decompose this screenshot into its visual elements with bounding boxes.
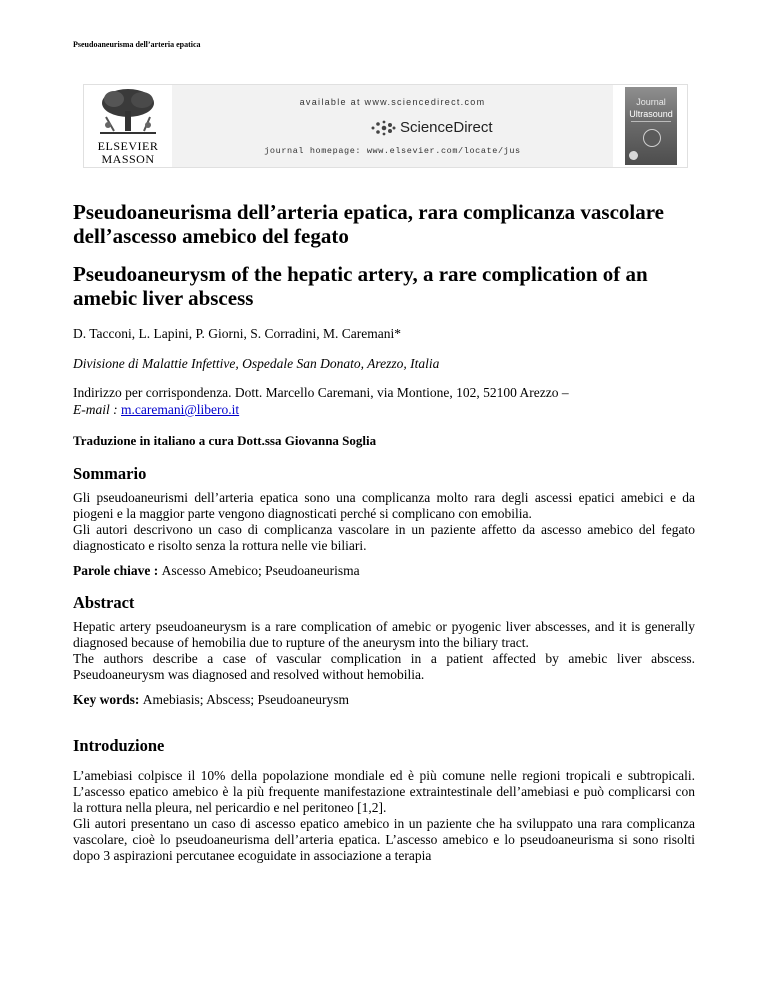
sommario-paragraph-2: Gli autori descrivono un caso di complicanza vascolare in un paziente affetto da ascesso amebico del fegato diagnosticato e risolto senza la rottura nelle vie biliari. xyxy=(73,522,695,553)
publisher-name-line1: ELSEVIER xyxy=(97,139,159,153)
author-list: D. Tacconi, L. Lapini, P. Giorni, S. Corradini, M. Caremani* xyxy=(73,326,402,341)
italian-keywords-label: Parole chiave : xyxy=(73,563,162,578)
journal-banner xyxy=(83,84,688,168)
abstract-paragraph-2: The authors describe a case of vascular complication in a patient affected by amebic liver abscess. Pseudoaneurysm was diagnosed and resolved without hemobilia. xyxy=(73,651,695,682)
introduzione-paragraph-2: Gli autori presentano un caso di ascesso epatico amebico in un paziente che ha sviluppato una rara complicanza vascolare, cioè lo pseudoaneurisma dell’arteria epatica. L’ascesso amebico e lo pseudoaneurisma si sono risolti dopo 3 aspirazioni percutanee ecoguidate in associazione a terapia xyxy=(73,816,695,863)
sciencedirect-label: ScienceDirect xyxy=(400,119,493,136)
cover-divider xyxy=(631,121,671,122)
sciencedirect-dots-icon xyxy=(370,120,396,136)
correspondence-address xyxy=(73,384,695,418)
running-header: Pseudoaneurisma dell’arteria epatica xyxy=(73,40,201,49)
title-english: Pseudoaneurysm of the hepatic artery, a rare complication of an amebic liver abscess xyxy=(73,262,648,310)
journal-homepage-text: journal homepage: www.elsevier.com/locate/jus xyxy=(264,146,521,156)
elsevier-masson-logo xyxy=(84,87,172,167)
abstract-paragraph-1: Hepatic artery pseudoaneurysm is a rare complication of amebic or pyogenic liver abscesses, and it is generally diagnosed because of hemobilia due to rupture of the aneurysm into the biliary tract. xyxy=(73,619,695,650)
sciencedirect-banner xyxy=(172,85,613,167)
sommario-paragraph-1: Gli pseudoaneurismi dell’arteria epatica sono una complicanza molto rara degli ascessi epatici amebici e da piogeni e la maggior parte vengono diagnosticati perché si complicano con emobilia. xyxy=(73,490,695,521)
abstract-heading: Abstract xyxy=(73,593,135,612)
available-at-text: available at www.sciencedirect.com xyxy=(299,97,486,107)
sommario-heading: Sommario xyxy=(73,464,147,483)
email-link[interactable]: m.caremani@libero.it xyxy=(121,402,240,417)
english-keywords-label: Key words: xyxy=(73,692,143,707)
address-line: Indirizzo per corrispondenza. Dott. Marcello Caremani, via Montione, 102, 52100 Arezzo – xyxy=(73,385,569,400)
journal-cover-image xyxy=(625,87,677,165)
introduzione-paragraph-1: L’amebiasi colpisce il 10% della popolazione mondiale ed è più comune nelle regioni tropicali e subtropicali. L’ascesso epatico amebico è la più frequente manifestazione extraintestinale dell’amebiasi e può complicarsi con la rottura nella pleura, nel pericardio e nel peritoneo [1,2]. xyxy=(73,768,695,815)
english-keywords xyxy=(73,691,695,708)
affiliation: Divisione di Malattie Infettive, Ospedale San Donato, Arezzo, Italia xyxy=(73,356,440,371)
italian-keywords xyxy=(73,562,695,579)
article-content xyxy=(73,200,695,864)
cover-title-text: Ultrasound xyxy=(629,109,673,119)
title-italian: Pseudoaneurisma dell’arteria epatica, rara complicanza vascolare dell’ascesso amebico del fegato xyxy=(73,200,664,248)
sciencedirect-logo xyxy=(370,119,493,136)
cover-badge-icon xyxy=(629,151,638,160)
email-label: E-mail : xyxy=(73,402,121,417)
cover-journal-text: Journal xyxy=(636,97,666,107)
introduzione-heading: Introduzione xyxy=(73,736,165,755)
elsevier-tree-icon xyxy=(92,87,164,137)
publisher-name-line2: MASSON xyxy=(101,152,155,166)
english-keywords-value: Amebiasis; Abscess; Pseudoaneurysm xyxy=(142,692,349,707)
cover-circle-graphic xyxy=(643,129,661,147)
translation-credit: Traduzione in italiano a cura Dott.ssa Giovanna Soglia xyxy=(73,433,377,448)
italian-keywords-value: Ascesso Amebico; Pseudoaneurisma xyxy=(161,563,360,578)
